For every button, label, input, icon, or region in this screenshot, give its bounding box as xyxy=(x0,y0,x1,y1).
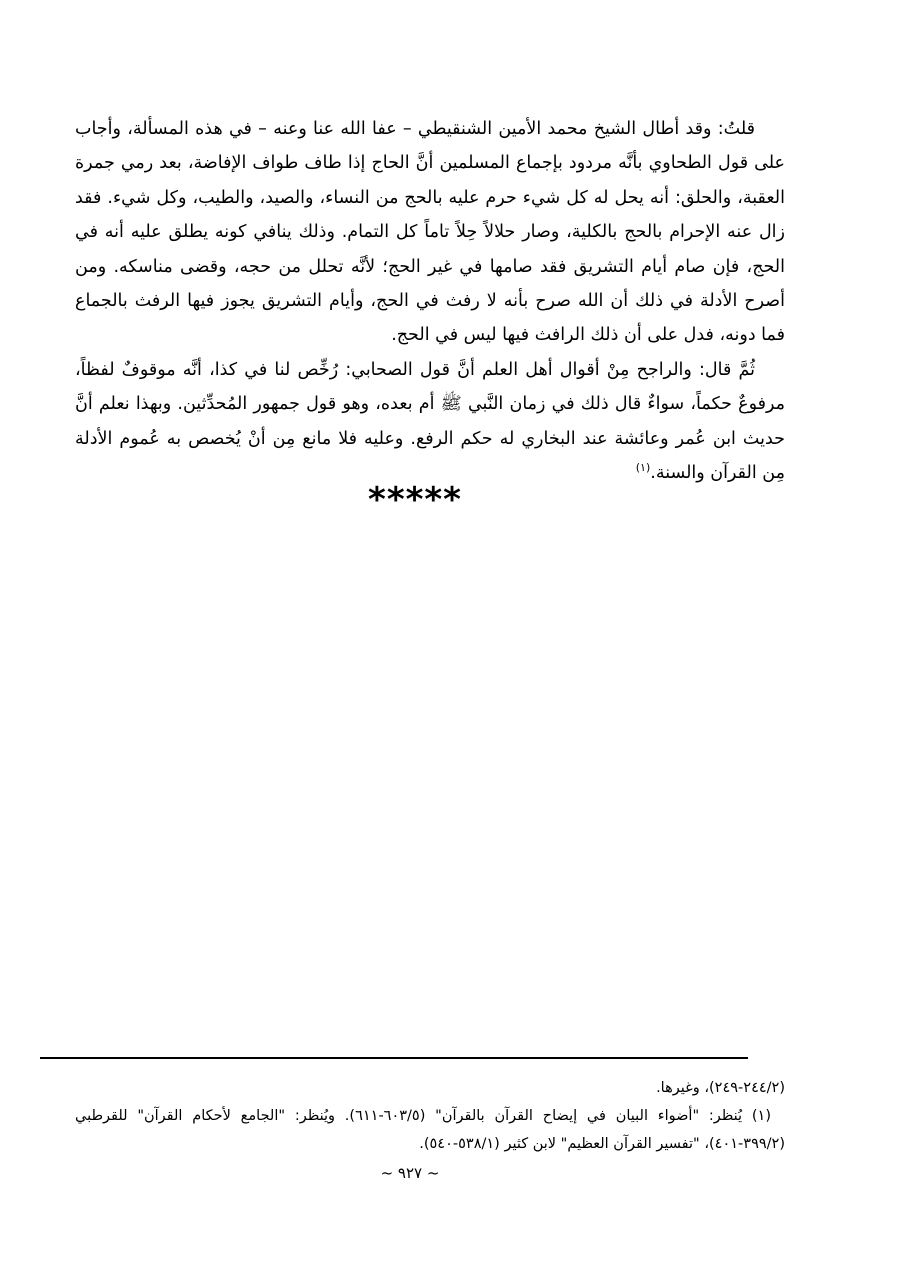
footnote-reference: (١) xyxy=(635,461,651,475)
paragraph-2-text: ثُمَّ قال: والراجح مِنْ أقوال أهل العلم أنَّ قول الصحابي: رُخِّص لنا في كذا، أنَّه موقوفٌ لفظاً، مرفوعٌ حكماً، سواءٌ قال ذلك في زمان النَّبي ﷺ أم بعده، وهو قول جمهور المُحدِّثين. وبهذا نعلم أنَّ حديث ابن عُمر وعائشة عند البخاري له حكم الرفع. وعليه فلا مانع مِن أنْ يُخصص به عُموم الأدلة مِن القرآن والسنة. xyxy=(75,359,785,484)
footnote-1: (١) يُنظر: "أضواء البيان في إيضاح القرآن بالقرآن" (٦٠٣/٥-٦١١). ويُنظر: "الجامع لأحكام القرآن" للقرطبي (٣٩٩/٢-٤٠١)، "تفسير القرآن العظيم" لابن كثير (٥٣٨/١-٥٤٠). xyxy=(75,1108,785,1152)
footnote-continuation: (٢٤٤/٢-٢٤٩)، وغيرها. xyxy=(656,1080,785,1096)
footnote-divider xyxy=(40,1057,748,1059)
footnotes xyxy=(75,1074,785,1158)
section-separator: ***** xyxy=(368,480,462,520)
paragraph-2 xyxy=(75,353,785,491)
main-text xyxy=(75,112,785,490)
page-number: ~ ٩٢٧ ~ xyxy=(380,1164,440,1182)
paragraph-1: قلتُ: وقد أطال الشيخ محمد الأمين الشنقيطي – عفا الله عنا وعنه – في هذه المسألة، وأجاب على قول الطحاوي بأنَّه مردود بإجماع المسلمين أنَّ الحاج إذا طاف طواف الإفاضة، بعد رمي جمرة العقبة، والحلق: أنه يحل له كل شيء حرم عليه بالحج من النساء، والصيد، والطيب، وكل شيء. فقد زال عنه الإحرام بالحج بالكلية، وصار حلالاً حِلاً تاماً كل التمام. وذلك ينافي كونه يطلق عليه أنه في الحج، فإن صام أيام التشريق فقد صامها في غير الحج؛ لأنَّه تحلل من حجه، وقضى مناسكه. ومن أصرح الأدلة في ذلك أن الله صرح بأنه لا رفث في الحج، وأيام التشريق يجوز فيها الرفث بالجماع فما دونه، فدل على أن ذلك الرافث فيها ليس في الحج. xyxy=(75,119,785,346)
